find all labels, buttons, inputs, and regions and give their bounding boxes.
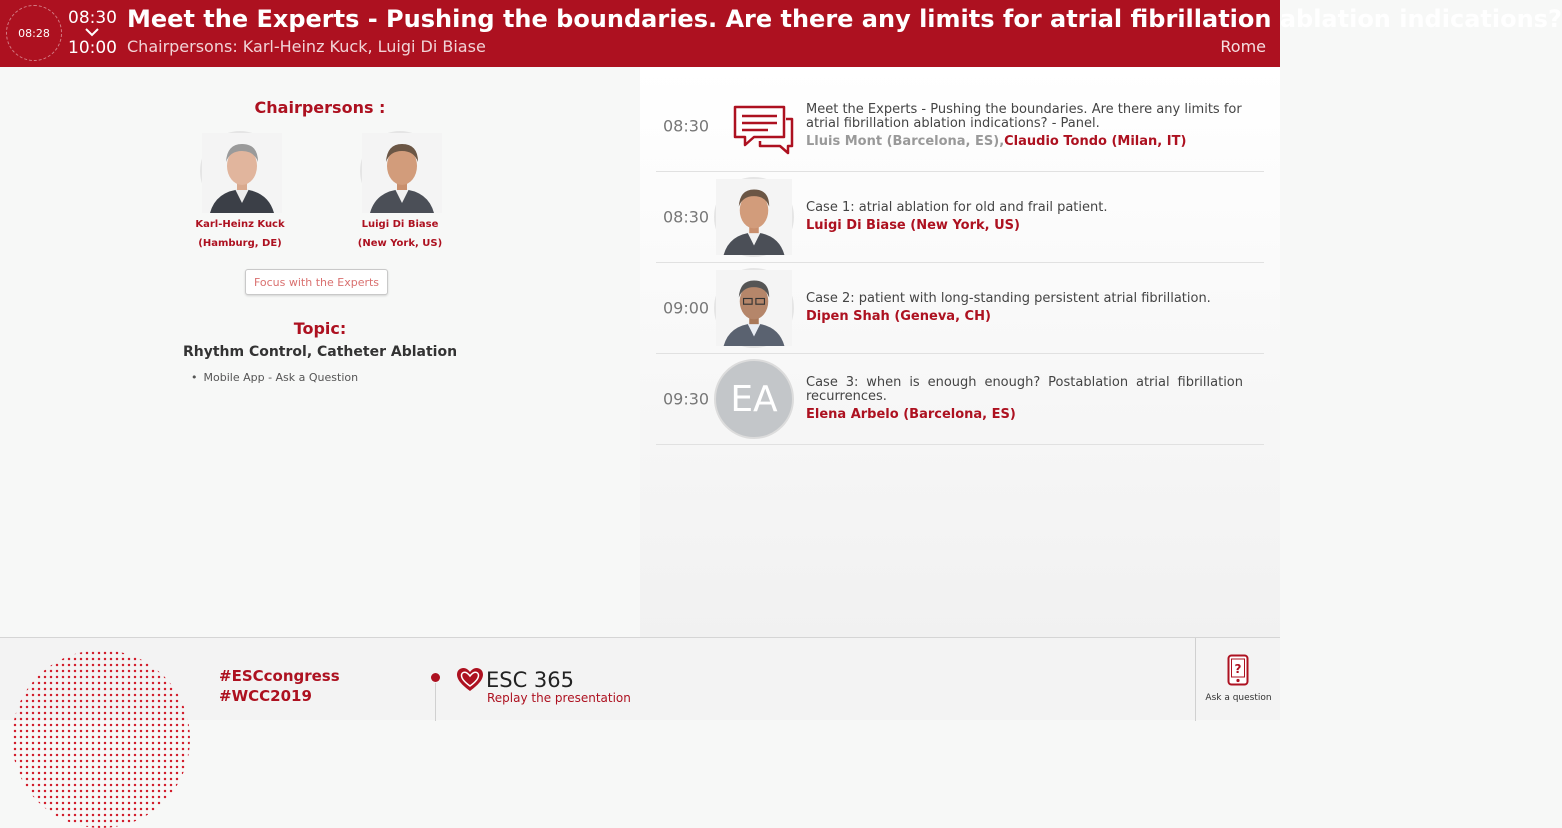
svg-text:?: ? <box>1234 662 1242 676</box>
presentation-row[interactable] <box>656 263 1264 354</box>
session-end-time: 10:00 <box>68 38 117 58</box>
presentation-time: 09:00 <box>663 298 710 318</box>
presentation-details <box>806 103 1243 149</box>
chairperson-affiliation: (Hamburg, DE) <box>198 238 282 249</box>
current-time-clock <box>6 5 62 61</box>
hashtag-esc-congress: #ESCcongress <box>219 667 340 685</box>
info-list <box>191 371 358 384</box>
speaker-name: Elena Arbelo (Barcelona, ES) <box>806 407 1016 422</box>
presentation-details <box>806 201 1243 233</box>
phone-question-icon <box>1227 654 1249 686</box>
chairperson-card[interactable] <box>175 131 305 249</box>
presentation-row[interactable] <box>656 172 1264 263</box>
speaker-avatar-initials: EA <box>714 359 794 439</box>
speaker-avatar <box>714 177 794 257</box>
session-chairpersons: Chairpersons: Karl-Heinz Kuck, Luigi Di Biase <box>127 37 486 56</box>
presentation-row[interactable] <box>656 354 1264 445</box>
presentation-title: Case 2: patient with long-standing persistent atrial fibrillation. <box>806 291 1211 306</box>
presentation-row[interactable] <box>656 81 1264 172</box>
ask-question-label: Ask a question <box>1205 693 1272 703</box>
chevron-down-icon <box>68 28 116 38</box>
speaker-name: Dipen Shah (Geneva, CH) <box>806 309 991 324</box>
session-details-panel <box>0 67 640 637</box>
presentation-speakers <box>806 134 1243 149</box>
hashtag-wcc2019: #WCC2019 <box>219 687 312 705</box>
current-time: 08:28 <box>18 26 50 40</box>
ask-question-button[interactable] <box>1195 638 1280 721</box>
esc-heart-logo-icon <box>456 666 484 694</box>
presentation-time: 09:30 <box>663 389 710 409</box>
chairperson-affiliation: (New York, US) <box>357 238 443 249</box>
presentation-time: 08:30 <box>663 207 710 227</box>
presentation-details <box>806 292 1243 324</box>
topic-value: Rhythm Control, Catheter Ablation <box>182 344 458 360</box>
speaker-name: Lluis Mont (Barcelona, ES), <box>806 134 1005 149</box>
chairperson-card[interactable] <box>335 131 465 249</box>
focus-with-experts-button[interactable]: Focus with the Experts <box>245 269 388 295</box>
presentation-title: Meet the Experts - Pushing the boundaries. Are there any limits for atrial fibrillation ablation indications? - Panel. <box>806 102 1242 131</box>
presentation-time: 08:30 <box>663 116 710 136</box>
speaker-avatar <box>714 268 794 348</box>
topic-heading: Topic: <box>293 319 347 338</box>
replay-presentation-link[interactable]: Replay the presentation <box>487 691 631 705</box>
dotted-globe-graphic <box>12 650 190 828</box>
speaker-name: Luigi Di Biase (New York, US) <box>806 218 1020 233</box>
presentation-title: Case 3: when is enough enough? Postablation atrial fibrillation recurrences. <box>806 375 1243 404</box>
session-location: Rome <box>1220 37 1266 56</box>
chairperson-avatar <box>360 131 440 211</box>
presentation-title: Case 1: atrial ablation for old and frail patient. <box>806 200 1108 215</box>
hashtags <box>219 666 340 706</box>
footer-bar <box>0 637 1280 720</box>
presentations-list <box>640 67 1280 637</box>
speaker-name: Claudio Tondo (Milan, IT) <box>1004 134 1187 149</box>
chairpersons-heading: Chairpersons : <box>254 98 386 117</box>
chairperson-name: Karl-Heinz Kuck <box>195 219 285 230</box>
session-start-time: 08:30 <box>68 8 117 28</box>
session-time-range <box>68 8 116 58</box>
presentation-details <box>806 376 1243 422</box>
divider <box>435 683 436 721</box>
session-header <box>0 0 1562 67</box>
timeline-dot <box>431 673 440 682</box>
chairperson-name: Luigi Di Biase <box>361 219 439 230</box>
list-item[interactable]: • Mobile App - Ask a Question <box>191 371 358 384</box>
esc365-title[interactable]: ESC 365 <box>486 668 575 692</box>
chat-bubbles-icon <box>714 86 794 166</box>
session-title: Meet the Experts - Pushing the boundaries. Are there any limits for atrial fibrillation ablation indications? <box>127 5 1562 33</box>
chairperson-avatar <box>200 131 280 211</box>
